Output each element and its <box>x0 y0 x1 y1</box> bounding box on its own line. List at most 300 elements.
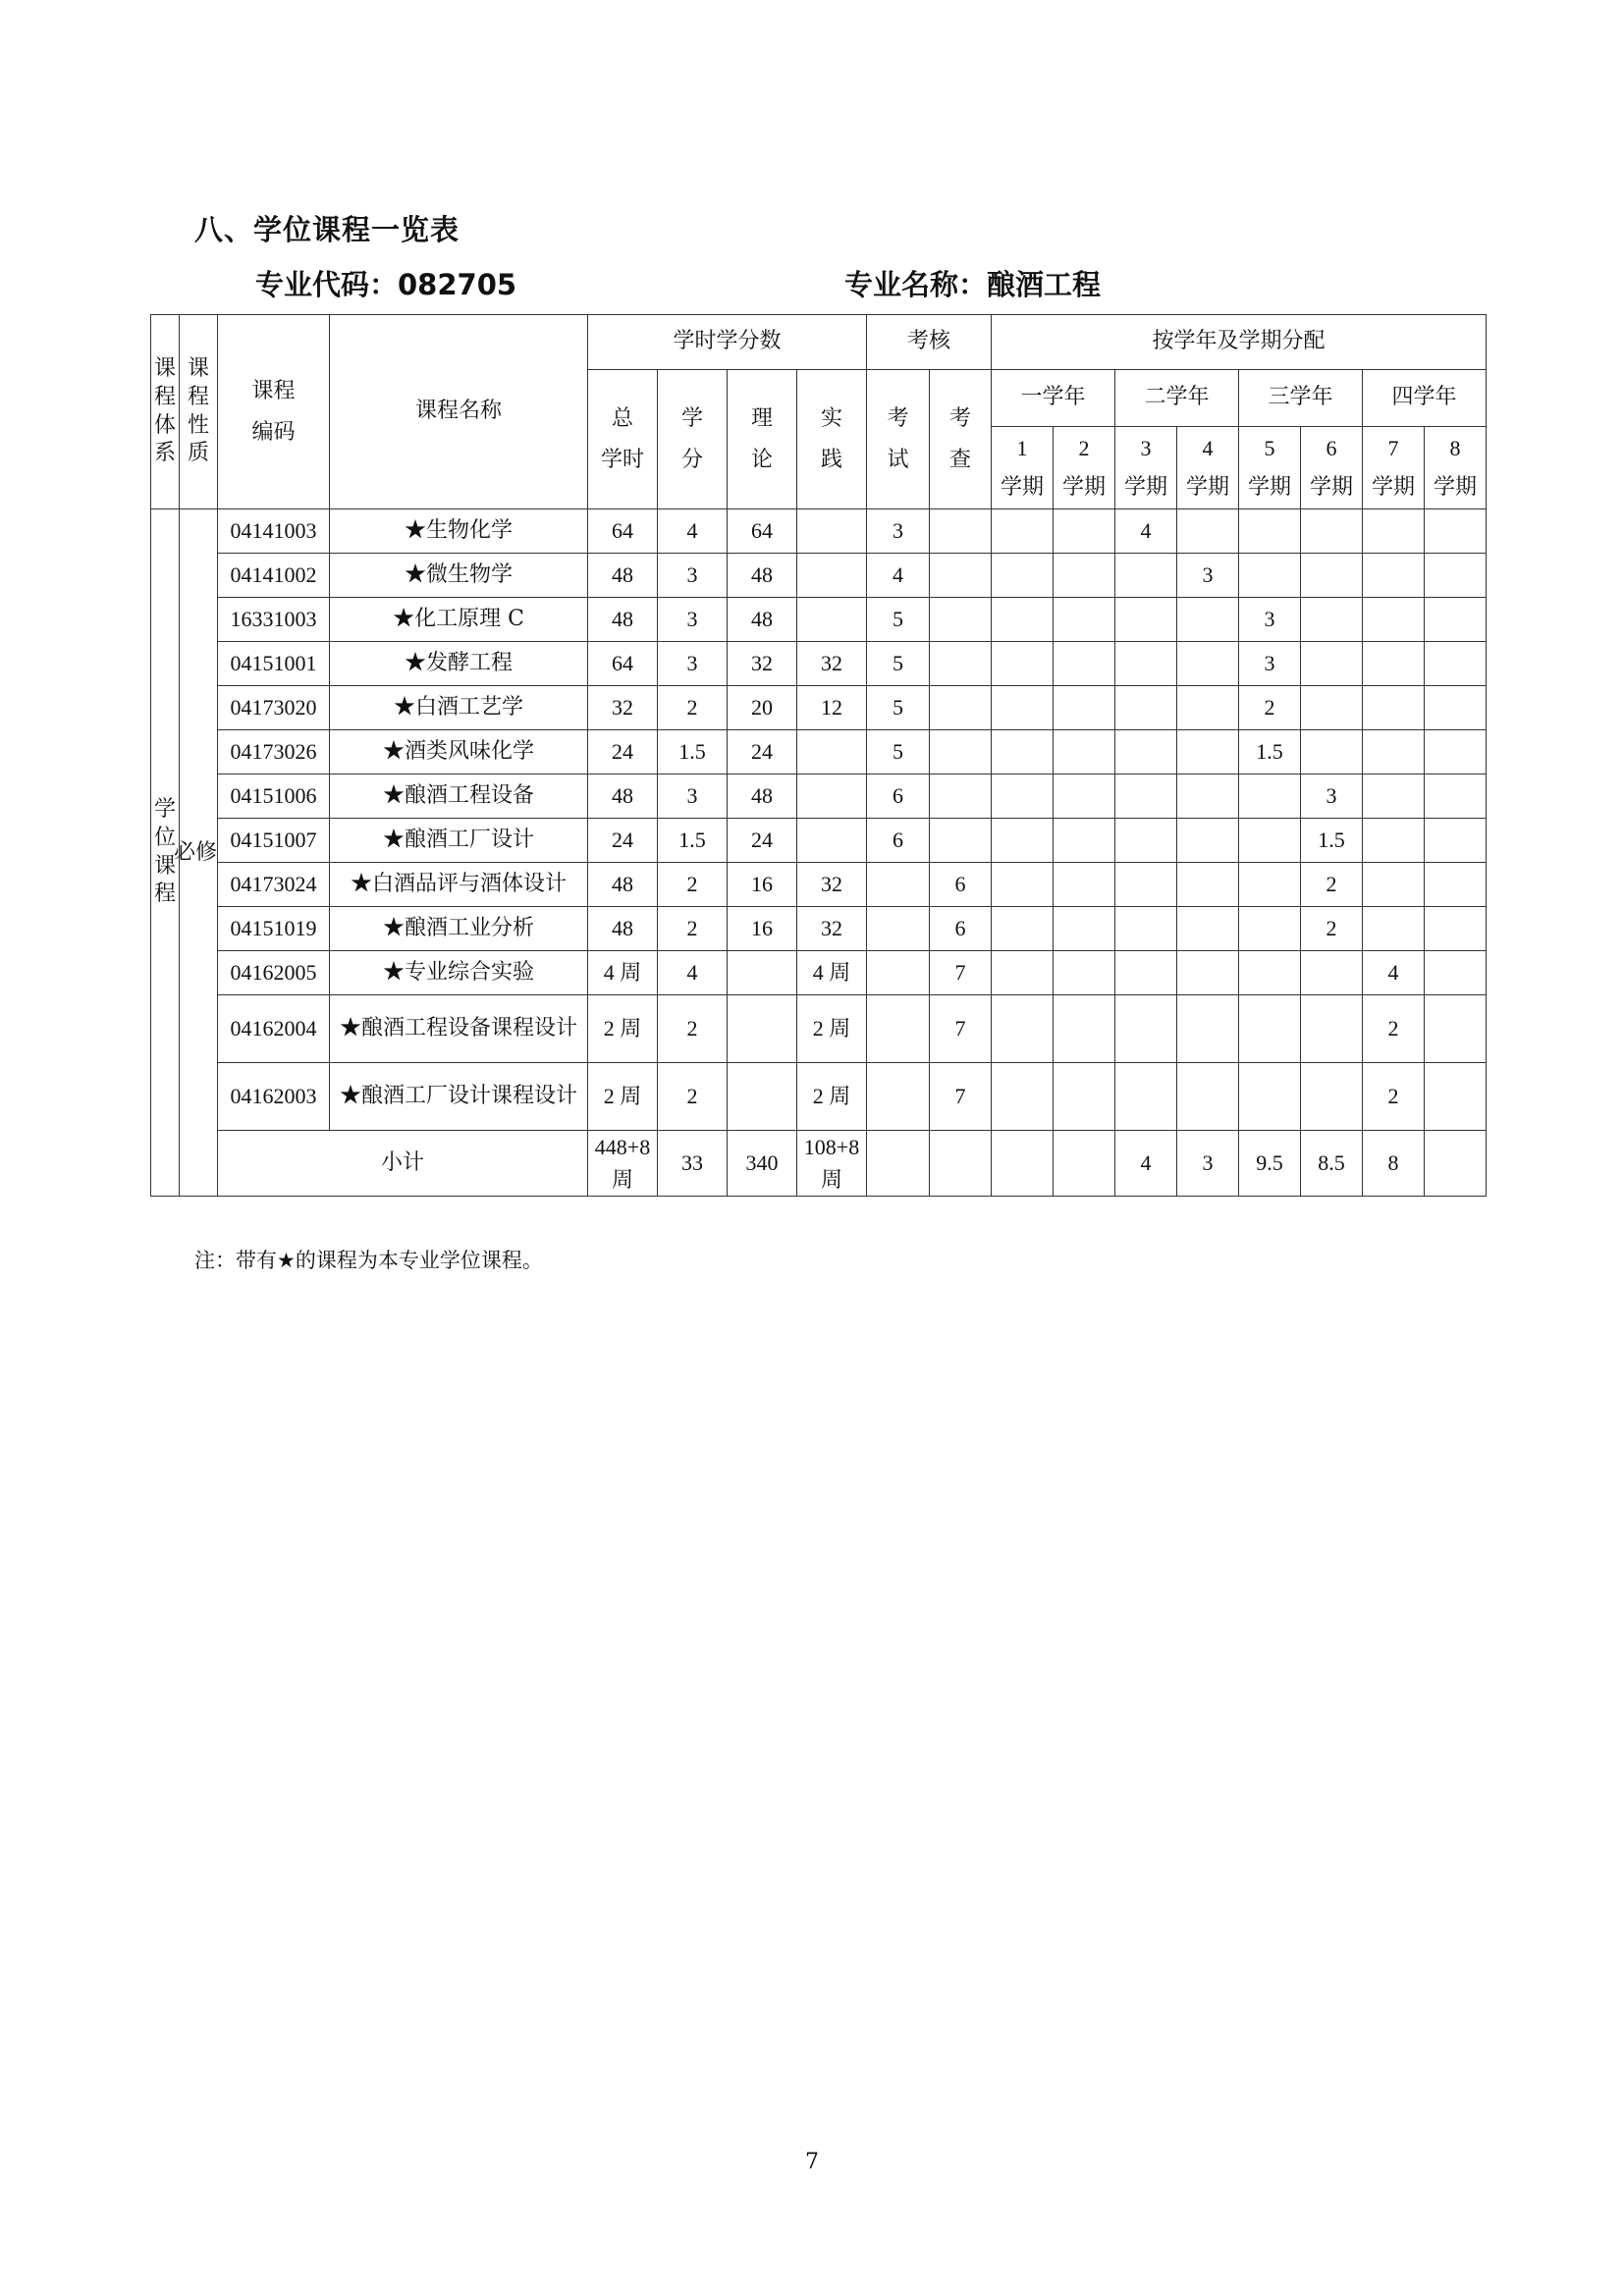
cell-name: ★白酒工艺学 <box>330 686 588 730</box>
table-row <box>151 1063 1487 1131</box>
cell-check <box>930 598 992 642</box>
cell-code: 04141002 <box>218 554 330 598</box>
cell-theory: 48 <box>728 554 797 598</box>
header-line: 论 <box>751 447 774 472</box>
cell-semester-1 <box>992 995 1054 1063</box>
cell-semester-5 <box>1239 907 1301 951</box>
cell-semester-3 <box>1115 907 1177 951</box>
group-system-char: 学 <box>153 797 176 823</box>
cell-semester-8 <box>1425 642 1487 686</box>
cell-semester-3 <box>1115 951 1177 995</box>
cell-semester-7 <box>1363 598 1425 642</box>
cell-check <box>930 774 992 819</box>
cell-semester-6 <box>1301 995 1363 1063</box>
subtotal-practice <box>797 1131 867 1197</box>
cell-credits: 2 <box>658 1063 728 1131</box>
header-semester-6 <box>1301 427 1363 509</box>
subtotal-total-hours-line: 周 <box>612 1167 634 1192</box>
cell-semester-3 <box>1115 995 1177 1063</box>
table-row <box>151 730 1487 774</box>
cell-semester-1 <box>992 642 1054 686</box>
header-year-2: 二学年 <box>1115 370 1239 427</box>
cell-semester-8 <box>1425 598 1487 642</box>
cell-semester-2 <box>1054 1063 1115 1131</box>
footnote: 注：带有★的课程为本专业学位课程。 <box>194 1249 543 1272</box>
header-total-hours <box>588 370 658 509</box>
header-nature-char: 课 <box>188 356 210 382</box>
semester-word: 学期 <box>1434 474 1478 500</box>
cell-semester-5 <box>1239 1063 1301 1131</box>
header-system-char: 系 <box>153 441 176 466</box>
cell-semester-8 <box>1425 951 1487 995</box>
cell-semester-6 <box>1301 951 1363 995</box>
cell-theory: 20 <box>728 686 797 730</box>
cell-semester-6: 3 <box>1301 774 1363 819</box>
cell-semester-8 <box>1425 730 1487 774</box>
cell-semester-5 <box>1239 554 1301 598</box>
header-assessment: 考核 <box>867 315 992 370</box>
cell-code: 04162004 <box>218 995 330 1063</box>
cell-semester-4 <box>1177 774 1239 819</box>
cell-theory: 48 <box>728 774 797 819</box>
subtotal-semester-7: 8 <box>1363 1131 1425 1197</box>
cell-check: 7 <box>930 1063 992 1131</box>
cell-exam: 5 <box>867 642 930 686</box>
cell-practice <box>797 774 867 819</box>
header-year-1: 一学年 <box>992 370 1115 427</box>
cell-semester-2 <box>1054 951 1115 995</box>
cell-credits: 3 <box>658 598 728 642</box>
cell-name: ★化工原理 C <box>330 598 588 642</box>
cell-practice: 32 <box>797 863 867 907</box>
subtotal-exam <box>867 1131 930 1197</box>
cell-semester-7 <box>1363 774 1425 819</box>
cell-semester-5: 3 <box>1239 598 1301 642</box>
cell-semester-3 <box>1115 554 1177 598</box>
cell-total: 24 <box>588 819 658 863</box>
cell-semester-2 <box>1054 819 1115 863</box>
header-course-system <box>151 315 180 509</box>
header-exam <box>867 370 930 509</box>
cell-total: 24 <box>588 730 658 774</box>
cell-name: ★白酒品评与酒体设计 <box>330 863 588 907</box>
cell-name: ★微生物学 <box>330 554 588 598</box>
subtotal-practice-line: 周 <box>821 1167 843 1192</box>
cell-semester-5: 1.5 <box>1239 730 1301 774</box>
cell-credits: 2 <box>658 907 728 951</box>
cell-semester-5 <box>1239 951 1301 995</box>
cell-semester-8 <box>1425 554 1487 598</box>
cell-name: ★酿酒工业分析 <box>330 907 588 951</box>
header-course-name: 课程名称 <box>330 315 588 509</box>
degree-course-table <box>150 314 1487 1197</box>
cell-credits: 2 <box>658 995 728 1063</box>
header-line: 实 <box>821 405 843 431</box>
group-system-char: 程 <box>153 881 176 907</box>
header-year-4: 四学年 <box>1363 370 1487 427</box>
cell-name: ★酿酒工程设备 <box>330 774 588 819</box>
cell-check <box>930 730 992 774</box>
group-system-char: 课 <box>153 853 176 879</box>
header-theory <box>728 370 797 509</box>
cell-practice: 32 <box>797 642 867 686</box>
table-row <box>151 995 1487 1063</box>
cell-code: 04151001 <box>218 642 330 686</box>
semester-word: 学期 <box>1310 474 1354 500</box>
cell-semester-7 <box>1363 819 1425 863</box>
header-semester-3 <box>1115 427 1177 509</box>
cell-total: 48 <box>588 907 658 951</box>
cell-check: 6 <box>930 863 992 907</box>
header-semester-4 <box>1177 427 1239 509</box>
semester-word: 学期 <box>1001 474 1045 500</box>
cell-code: 04141003 <box>218 509 330 554</box>
cell-practice <box>797 730 867 774</box>
cell-exam <box>867 951 930 995</box>
cell-practice <box>797 598 867 642</box>
cell-exam <box>867 907 930 951</box>
semester-number: 1 <box>1016 435 1028 460</box>
cell-check <box>930 819 992 863</box>
header-semester-5 <box>1239 427 1301 509</box>
cell-practice: 2 周 <box>797 1063 867 1131</box>
cell-semester-5: 2 <box>1239 686 1301 730</box>
subtotal-check <box>930 1131 992 1197</box>
semester-number: 3 <box>1140 435 1152 460</box>
cell-exam <box>867 1063 930 1131</box>
cell-semester-6 <box>1301 1063 1363 1131</box>
cell-semester-7: 2 <box>1363 995 1425 1063</box>
cell-semester-8 <box>1425 863 1487 907</box>
header-semester-8 <box>1425 427 1487 509</box>
subtotal-semester-3: 4 <box>1115 1131 1177 1197</box>
cell-total: 48 <box>588 598 658 642</box>
header-line: 学时 <box>601 447 645 472</box>
semester-word: 学期 <box>1372 474 1416 500</box>
header-line: 考 <box>887 405 909 431</box>
table-row <box>151 554 1487 598</box>
cell-semester-7: 2 <box>1363 1063 1425 1131</box>
header-line: 试 <box>887 447 909 472</box>
cell-code: 04151007 <box>218 819 330 863</box>
cell-practice: 4 周 <box>797 951 867 995</box>
cell-check <box>930 642 992 686</box>
cell-semester-2 <box>1054 509 1115 554</box>
cell-semester-3: 4 <box>1115 509 1177 554</box>
cell-total: 48 <box>588 863 658 907</box>
cell-semester-4 <box>1177 509 1239 554</box>
semester-number: 7 <box>1387 435 1399 460</box>
cell-semester-3 <box>1115 730 1177 774</box>
cell-name: ★专业综合实验 <box>330 951 588 995</box>
header-line: 考 <box>949 405 972 431</box>
cell-theory: 24 <box>728 730 797 774</box>
cell-semester-6 <box>1301 686 1363 730</box>
header-system-char: 程 <box>153 384 176 409</box>
cell-theory: 16 <box>728 907 797 951</box>
cell-semester-1 <box>992 554 1054 598</box>
header-line: 学 <box>681 405 704 431</box>
table-row <box>151 951 1487 995</box>
cell-check: 7 <box>930 951 992 995</box>
subtotal-theory: 340 <box>728 1131 797 1197</box>
cell-code: 16331003 <box>218 598 330 642</box>
major-code: 专业代码：082705 <box>255 268 517 301</box>
cell-check <box>930 554 992 598</box>
header-line: 践 <box>821 447 843 472</box>
subtotal-semester-6: 8.5 <box>1301 1131 1363 1197</box>
table-row <box>151 819 1487 863</box>
subtotal-semester-2 <box>1054 1131 1115 1197</box>
cell-check <box>930 686 992 730</box>
cell-theory <box>728 951 797 995</box>
cell-semester-6 <box>1301 598 1363 642</box>
cell-semester-4 <box>1177 907 1239 951</box>
cell-total: 4 周 <box>588 951 658 995</box>
cell-exam: 4 <box>867 554 930 598</box>
header-distribution: 按学年及学期分配 <box>992 315 1487 370</box>
cell-theory <box>728 995 797 1063</box>
cell-credits: 1.5 <box>658 730 728 774</box>
cell-semester-1 <box>992 863 1054 907</box>
cell-theory <box>728 1063 797 1131</box>
cell-semester-8 <box>1425 774 1487 819</box>
cell-code: 04173026 <box>218 730 330 774</box>
cell-check: 6 <box>930 907 992 951</box>
cell-exam: 5 <box>867 598 930 642</box>
cell-code: 04151006 <box>218 774 330 819</box>
cell-check <box>930 509 992 554</box>
cell-credits: 4 <box>658 509 728 554</box>
table-row <box>151 598 1487 642</box>
cell-semester-1 <box>992 686 1054 730</box>
cell-semester-3 <box>1115 863 1177 907</box>
cell-semester-2 <box>1054 995 1115 1063</box>
cell-semester-4 <box>1177 1063 1239 1131</box>
header-line: 分 <box>681 447 704 472</box>
table-row <box>151 774 1487 819</box>
cell-semester-1 <box>992 774 1054 819</box>
header-semester-1 <box>992 427 1054 509</box>
cell-semester-2 <box>1054 907 1115 951</box>
cell-semester-2 <box>1054 642 1115 686</box>
cell-name: ★生物化学 <box>330 509 588 554</box>
cell-semester-1 <box>992 509 1054 554</box>
cell-semester-3 <box>1115 642 1177 686</box>
cell-exam <box>867 995 930 1063</box>
cell-semester-1 <box>992 598 1054 642</box>
cell-semester-7 <box>1363 863 1425 907</box>
header-code-line: 课程 <box>251 378 296 403</box>
cell-semester-5 <box>1239 774 1301 819</box>
cell-check: 7 <box>930 995 992 1063</box>
cell-semester-2 <box>1054 598 1115 642</box>
major-name: 专业名称：酿酒工程 <box>844 268 1102 301</box>
cell-exam: 3 <box>867 509 930 554</box>
group-nature-label: 必修 <box>174 839 218 865</box>
cell-exam: 5 <box>867 686 930 730</box>
cell-theory: 64 <box>728 509 797 554</box>
cell-semester-7 <box>1363 642 1425 686</box>
cell-code: 04162003 <box>218 1063 330 1131</box>
cell-credits: 4 <box>658 951 728 995</box>
subtotal-semester-5: 9.5 <box>1239 1131 1301 1197</box>
header-line: 总 <box>612 405 634 431</box>
semester-number: 5 <box>1264 435 1275 460</box>
cell-total: 48 <box>588 554 658 598</box>
subtotal-total-hours <box>588 1131 658 1197</box>
cell-semester-4 <box>1177 995 1239 1063</box>
cell-practice: 2 周 <box>797 995 867 1063</box>
header-nature-char: 质 <box>188 441 210 466</box>
cell-credits: 2 <box>658 686 728 730</box>
semester-number: 8 <box>1449 435 1461 460</box>
cell-semester-2 <box>1054 730 1115 774</box>
cell-semester-5 <box>1239 509 1301 554</box>
group-course-nature <box>174 509 218 1197</box>
cell-semester-8 <box>1425 509 1487 554</box>
subtotal-semester-1 <box>992 1131 1054 1197</box>
header-course-nature <box>180 315 218 509</box>
header-nature-char: 程 <box>188 384 210 409</box>
table-row <box>151 863 1487 907</box>
cell-semester-8 <box>1425 819 1487 863</box>
header-hours-credits: 学时学分数 <box>588 315 867 370</box>
cell-theory: 16 <box>728 863 797 907</box>
cell-semester-7 <box>1363 730 1425 774</box>
cell-semester-3 <box>1115 598 1177 642</box>
header-semester-2 <box>1054 427 1115 509</box>
cell-credits: 3 <box>658 642 728 686</box>
cell-semester-4 <box>1177 642 1239 686</box>
cell-name: ★酿酒工厂设计课程设计 <box>330 1063 588 1131</box>
table-row <box>151 642 1487 686</box>
cell-practice <box>797 509 867 554</box>
table-header <box>151 315 1487 509</box>
cell-semester-2 <box>1054 554 1115 598</box>
cell-semester-8 <box>1425 995 1487 1063</box>
cell-total: 48 <box>588 774 658 819</box>
cell-credits: 3 <box>658 554 728 598</box>
cell-semester-7 <box>1363 509 1425 554</box>
subtotal-total-hours-line: 448+8 <box>594 1135 651 1159</box>
page-number: 7 <box>805 2150 819 2174</box>
header-line: 理 <box>751 405 774 431</box>
cell-semester-5: 3 <box>1239 642 1301 686</box>
cell-semester-6: 1.5 <box>1301 819 1363 863</box>
semester-number: 4 <box>1202 435 1214 460</box>
header-practice <box>797 370 867 509</box>
cell-exam <box>867 863 930 907</box>
table-row <box>151 686 1487 730</box>
cell-semester-4 <box>1177 819 1239 863</box>
cell-exam: 5 <box>867 730 930 774</box>
cell-practice: 32 <box>797 907 867 951</box>
cell-semester-8 <box>1425 1063 1487 1131</box>
cell-name: ★酿酒工厂设计 <box>330 819 588 863</box>
cell-total: 2 周 <box>588 995 658 1063</box>
subtotal-label: 小计 <box>218 1131 588 1197</box>
cell-semester-4 <box>1177 863 1239 907</box>
cell-code: 04151019 <box>218 907 330 951</box>
cell-theory: 48 <box>728 598 797 642</box>
cell-semester-6 <box>1301 509 1363 554</box>
subtotal-credits: 33 <box>658 1131 728 1197</box>
cell-semester-8 <box>1425 907 1487 951</box>
table-row <box>151 907 1487 951</box>
subtotal-semester-4: 3 <box>1177 1131 1239 1197</box>
cell-semester-4 <box>1177 730 1239 774</box>
cell-semester-3 <box>1115 774 1177 819</box>
table-row <box>151 509 1487 554</box>
cell-name: ★酒类风味化学 <box>330 730 588 774</box>
header-credits <box>658 370 728 509</box>
cell-semester-7 <box>1363 686 1425 730</box>
header-semester-7 <box>1363 427 1425 509</box>
cell-semester-3 <box>1115 686 1177 730</box>
cell-semester-8 <box>1425 686 1487 730</box>
cell-practice <box>797 819 867 863</box>
cell-credits: 3 <box>658 774 728 819</box>
cell-exam: 6 <box>867 819 930 863</box>
cell-semester-5 <box>1239 863 1301 907</box>
subtotal-practice-line: 108+8 <box>803 1135 860 1159</box>
cell-credits: 2 <box>658 863 728 907</box>
cell-semester-6: 2 <box>1301 907 1363 951</box>
cell-semester-1 <box>992 1063 1054 1131</box>
cell-theory: 32 <box>728 642 797 686</box>
cell-semester-7 <box>1363 554 1425 598</box>
subtotal-semester-8 <box>1425 1131 1487 1197</box>
cell-practice <box>797 554 867 598</box>
cell-total: 2 周 <box>588 1063 658 1131</box>
cell-semester-2 <box>1054 863 1115 907</box>
cell-name: ★酿酒工程设备课程设计 <box>330 995 588 1063</box>
section-title: 八、学位课程一览表 <box>194 213 460 246</box>
cell-semester-4: 3 <box>1177 554 1239 598</box>
cell-semester-1 <box>992 951 1054 995</box>
cell-practice: 12 <box>797 686 867 730</box>
header-code-line: 编码 <box>251 419 296 445</box>
cell-exam: 6 <box>867 774 930 819</box>
header-check <box>930 370 992 509</box>
cell-total: 64 <box>588 642 658 686</box>
cell-code: 04173020 <box>218 686 330 730</box>
cell-credits: 1.5 <box>658 819 728 863</box>
cell-semester-4 <box>1177 686 1239 730</box>
header-year-3: 三学年 <box>1239 370 1363 427</box>
header-line: 查 <box>949 447 972 472</box>
cell-semester-4 <box>1177 951 1239 995</box>
cell-theory: 24 <box>728 819 797 863</box>
semester-number: 2 <box>1078 435 1090 460</box>
cell-semester-3 <box>1115 819 1177 863</box>
cell-code: 04162005 <box>218 951 330 995</box>
group-system-char: 位 <box>153 825 176 850</box>
cell-semester-1 <box>992 907 1054 951</box>
subtotal-row <box>151 1131 1487 1197</box>
header-course-code <box>218 315 330 509</box>
cell-semester-1 <box>992 730 1054 774</box>
cell-semester-7: 4 <box>1363 951 1425 995</box>
semester-word: 学期 <box>1124 474 1168 500</box>
cell-semester-5 <box>1239 819 1301 863</box>
cell-total: 64 <box>588 509 658 554</box>
semester-word: 学期 <box>1186 474 1230 500</box>
cell-semester-6: 2 <box>1301 863 1363 907</box>
cell-semester-5 <box>1239 995 1301 1063</box>
header-system-char: 课 <box>153 356 176 382</box>
